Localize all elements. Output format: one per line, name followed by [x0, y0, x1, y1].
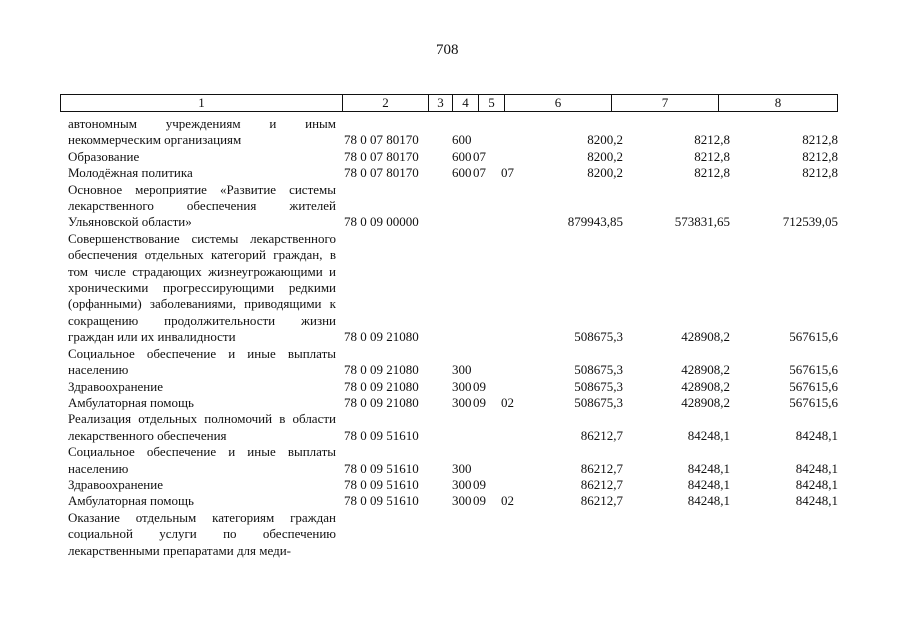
row-section: 07	[473, 165, 486, 181]
header-col-1: 1	[61, 95, 343, 111]
row-code: 78 0 09 51610	[344, 460, 419, 476]
row-section: 09	[473, 394, 486, 410]
row-expense-type: 600	[452, 132, 472, 148]
row-subsection: 02	[501, 394, 514, 410]
table-row	[68, 477, 848, 493]
row-code: 78 0 09 00000	[344, 214, 419, 230]
row-section: 09	[473, 493, 486, 509]
row-value-col8: 84248,1	[795, 460, 838, 476]
table-row	[68, 231, 848, 346]
row-value-col7: 84248,1	[687, 427, 730, 443]
row-value-col7: 84248,1	[687, 460, 730, 476]
row-value-col6: 508675,3	[574, 329, 623, 345]
row-name: Здравоохранение	[68, 476, 163, 492]
row-value-col7: 428908,2	[681, 378, 730, 394]
row-value-col6: 86212,7	[580, 476, 623, 492]
table-row	[68, 395, 848, 411]
table-body	[68, 116, 848, 559]
row-expense-type: 600	[452, 165, 472, 181]
header-col-7: 7	[612, 95, 719, 111]
row-code: 78 0 07 80170	[344, 165, 419, 181]
row-value-col7: 428908,2	[681, 394, 730, 410]
header-col-6: 6	[505, 95, 612, 111]
row-value-col6: 86212,7	[580, 460, 623, 476]
row-value-col8: 84248,1	[795, 427, 838, 443]
row-name: Реализация отдельных полномочий в области лекарственного обеспечения	[68, 411, 336, 443]
header-col-3: 3	[429, 95, 453, 111]
header-col-4: 4	[453, 95, 479, 111]
table-row	[68, 149, 848, 165]
row-value-col8: 8212,8	[802, 132, 838, 148]
row-code: 78 0 09 21080	[344, 378, 419, 394]
row-expense-type: 300	[452, 394, 472, 410]
table-row	[68, 116, 848, 149]
row-subsection: 02	[501, 493, 514, 509]
row-value-col6: 508675,3	[574, 394, 623, 410]
row-value-col8: 567615,6	[789, 378, 838, 394]
row-value-col6: 8200,2	[587, 148, 623, 164]
row-value-col8: 567615,6	[789, 394, 838, 410]
row-code: 78 0 09 21080	[344, 329, 419, 345]
table-row	[68, 444, 848, 477]
row-expense-type: 300	[452, 493, 472, 509]
row-value-col7: 573831,65	[674, 214, 730, 230]
header-col-5: 5	[479, 95, 505, 111]
row-value-col6: 86212,7	[580, 427, 623, 443]
row-value-col7: 8212,8	[694, 148, 730, 164]
row-section: 09	[473, 378, 486, 394]
row-value-col7: 84248,1	[687, 493, 730, 509]
row-code: 78 0 09 51610	[344, 493, 419, 509]
row-value-col6: 8200,2	[587, 165, 623, 181]
header-col-2: 2	[343, 95, 429, 111]
row-subsection: 07	[501, 165, 514, 181]
row-name: Социальное обеспечение и иные выплаты населению	[68, 444, 336, 476]
row-name: Социальное обеспечение и иные выплаты населению	[68, 345, 336, 378]
row-value-col7: 84248,1	[687, 476, 730, 492]
page-number: 708	[436, 42, 459, 58]
row-value-col8: 8212,8	[802, 165, 838, 181]
row-value-col8: 567615,6	[789, 362, 838, 378]
row-value-col8: 8212,8	[802, 148, 838, 164]
table-row	[68, 346, 848, 379]
row-value-col7: 428908,2	[681, 329, 730, 345]
table-row	[68, 411, 848, 444]
row-section: 09	[473, 476, 486, 492]
row-value-col8: 567615,6	[789, 329, 838, 345]
row-value-col6: 8200,2	[587, 132, 623, 148]
row-code: 78 0 07 80170	[344, 132, 419, 148]
row-section: 07	[473, 148, 486, 164]
row-expense-type: 300	[452, 362, 472, 378]
table-row	[68, 379, 848, 395]
row-value-col7: 8212,8	[694, 165, 730, 181]
row-value-col6: 508675,3	[574, 362, 623, 378]
row-value-col8: 712539,05	[782, 214, 838, 230]
row-code: 78 0 09 21080	[344, 362, 419, 378]
row-code: 78 0 07 80170	[344, 148, 419, 164]
row-expense-type: 600	[452, 148, 472, 164]
row-name: автономным учреждениям и иным некоммерческим организациям	[68, 116, 336, 148]
row-name: Амбулаторная помощь	[68, 394, 194, 410]
row-value-col7: 8212,8	[694, 132, 730, 148]
table-row	[68, 182, 848, 231]
row-expense-type: 300	[452, 460, 472, 476]
row-expense-type: 300	[452, 378, 472, 394]
row-value-col6: 508675,3	[574, 378, 623, 394]
row-name: Совершенствование системы лекарственного обеспечения отдельных категорий граждан, в том числе страдающих жизнеугрожающими и хроническими прогрессирующими редкими (орфанными) заболеваниями, приводящими к сокращению продолжительности жизни граждан или их инвалидности	[68, 230, 336, 345]
row-value-col6: 879943,85	[567, 214, 623, 230]
header-col-8: 8	[774, 95, 782, 110]
row-value-col6: 86212,7	[580, 493, 623, 509]
table-header	[60, 94, 838, 112]
row-name: Основное мероприятие «Развитие системы лекарственного обеспечения жителей Ульяновской области»	[68, 181, 336, 230]
row-name: Оказание отдельным категориям граждан социальной услуги по обеспечению лекарственными препаратами для меди-	[68, 509, 336, 558]
table-row	[68, 165, 848, 181]
row-code: 78 0 09 21080	[344, 394, 419, 410]
row-value-col7: 428908,2	[681, 362, 730, 378]
row-value-col8: 84248,1	[795, 493, 838, 509]
row-name: Здравоохранение	[68, 378, 163, 394]
row-code: 78 0 09 51610	[344, 476, 419, 492]
row-name: Амбулаторная помощь	[68, 493, 194, 509]
row-name: Молодёжная политика	[68, 165, 193, 181]
row-code: 78 0 09 51610	[344, 427, 419, 443]
row-value-col8: 84248,1	[795, 476, 838, 492]
row-expense-type: 300	[452, 476, 472, 492]
table-row	[68, 493, 848, 509]
row-name: Образование	[68, 148, 140, 164]
table-row	[68, 510, 848, 559]
